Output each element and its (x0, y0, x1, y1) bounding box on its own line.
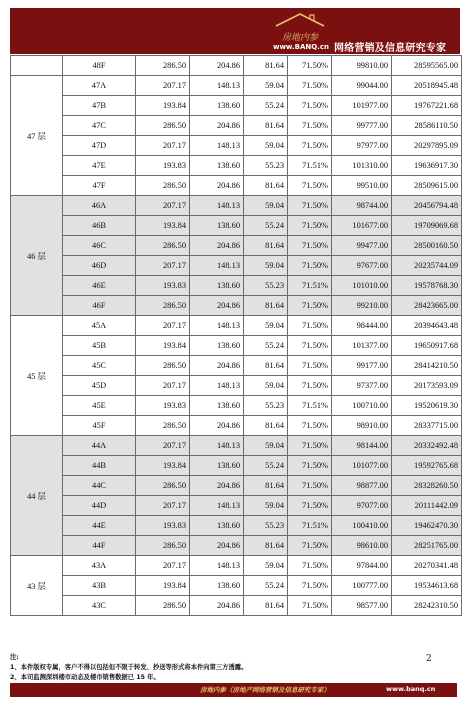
total-price-cell: 28251765.00 (392, 536, 462, 556)
area-cell: 286.50 (136, 536, 190, 556)
table-row (11, 396, 462, 416)
usable-area-cell: 204.86 (190, 56, 244, 76)
table-row (11, 296, 462, 316)
total-price-cell: 20173593.09 (392, 376, 462, 396)
total-price-cell: 20518945.48 (392, 76, 462, 96)
header-banner (10, 8, 460, 54)
unit-cell: 46B (63, 216, 136, 236)
unit-price-cell: 99510.00 (332, 176, 392, 196)
shared-area-cell: 55.24 (244, 576, 288, 596)
unit-price-cell: 99210.00 (332, 296, 392, 316)
total-price-cell: 19767221.68 (392, 96, 462, 116)
unit-cell: 45C (63, 356, 136, 376)
shared-area-cell: 55.23 (244, 276, 288, 296)
shared-area-cell: 59.04 (244, 556, 288, 576)
unit-cell: 45D (63, 376, 136, 396)
unit-cell: 46F (63, 296, 136, 316)
usable-area-cell: 204.86 (190, 476, 244, 496)
floor-label: 44 层 (11, 436, 63, 556)
shared-area-cell: 81.64 (244, 56, 288, 76)
area-cell: 193.84 (136, 96, 190, 116)
floor-group (11, 76, 462, 196)
shared-area-cell: 59.04 (244, 196, 288, 216)
usable-area-cell: 204.86 (190, 536, 244, 556)
table-row (11, 476, 462, 496)
unit-cell: 45B (63, 336, 136, 356)
unit-cell: 43A (63, 556, 136, 576)
brand-title: 网络营销及信息研究专家 (334, 43, 447, 54)
usable-area-cell: 204.86 (190, 236, 244, 256)
notes-line-2: 2、本司监测深圳楼市动态及楼市销售数据已 15 年。 (10, 674, 160, 681)
area-cell: 193.84 (136, 216, 190, 236)
shared-area-cell: 81.64 (244, 416, 288, 436)
usable-area-cell: 148.13 (190, 556, 244, 576)
area-cell: 193.84 (136, 456, 190, 476)
table-row (11, 516, 462, 536)
unit-price-cell: 98610.00 (332, 536, 392, 556)
unit-price-cell: 100777.00 (332, 576, 392, 596)
unit-price-cell: 99477.00 (332, 236, 392, 256)
ratio-cell: 71.50% (288, 556, 332, 576)
total-price-cell: 20235744.09 (392, 256, 462, 276)
total-price-cell: 28337715.00 (392, 416, 462, 436)
unit-cell: 43C (63, 596, 136, 616)
ratio-cell: 71.50% (288, 216, 332, 236)
notes (10, 653, 420, 683)
usable-area-cell: 148.13 (190, 496, 244, 516)
area-cell: 207.17 (136, 376, 190, 396)
usable-area-cell: 148.13 (190, 316, 244, 336)
unit-cell: 47E (63, 156, 136, 176)
ratio-cell: 71.51% (288, 156, 332, 176)
brand-url: www.BANQ.cn (273, 43, 329, 51)
total-price-cell: 28509615.00 (392, 176, 462, 196)
unit-cell: 47A (63, 76, 136, 96)
total-price-cell: 19636917.30 (392, 156, 462, 176)
footer-text: 房地内参（房地产网络营销及信息研究专家） (200, 686, 330, 694)
unit-price-cell: 98877.00 (332, 476, 392, 496)
table-row (11, 196, 462, 216)
area-cell: 286.50 (136, 116, 190, 136)
unit-price-cell: 99044.00 (332, 76, 392, 96)
usable-area-cell: 138.60 (190, 396, 244, 416)
usable-area-cell: 204.86 (190, 296, 244, 316)
ratio-cell: 71.50% (288, 456, 332, 476)
ratio-cell: 71.50% (288, 76, 332, 96)
floor-label (11, 56, 63, 76)
unit-price-cell: 101077.00 (332, 456, 392, 476)
unit-cell: 44D (63, 496, 136, 516)
notes-line-1: 1、本件版权专属，客户不得以包括但不限于转发、抄送等形式将本件向第三方透露。 (10, 664, 248, 671)
total-price-cell: 20111442.09 (392, 496, 462, 516)
usable-area-cell: 148.13 (190, 76, 244, 96)
unit-cell: 48F (63, 56, 136, 76)
ratio-cell: 71.50% (288, 116, 332, 136)
area-cell: 286.50 (136, 596, 190, 616)
area-cell: 286.50 (136, 176, 190, 196)
ratio-cell: 71.50% (288, 536, 332, 556)
shared-area-cell: 81.64 (244, 296, 288, 316)
area-cell: 286.50 (136, 416, 190, 436)
area-cell: 286.50 (136, 476, 190, 496)
table-row (11, 56, 462, 76)
floor-label: 47 层 (11, 76, 63, 196)
table-row (11, 236, 462, 256)
total-price-cell: 19709069.68 (392, 216, 462, 236)
ratio-cell: 71.50% (288, 56, 332, 76)
ratio-cell: 71.50% (288, 436, 332, 456)
footer-banner (10, 683, 457, 697)
total-price-cell: 20394643.48 (392, 316, 462, 336)
ratio-cell: 71.50% (288, 356, 332, 376)
floor-group (11, 316, 462, 436)
unit-cell: 47F (63, 176, 136, 196)
table-row (11, 356, 462, 376)
floor-group (11, 436, 462, 556)
area-cell: 193.83 (136, 156, 190, 176)
table-row (11, 496, 462, 516)
area-cell: 193.83 (136, 276, 190, 296)
total-price-cell: 28328260.50 (392, 476, 462, 496)
ratio-cell: 71.50% (288, 336, 332, 356)
total-price-cell: 20297895.09 (392, 136, 462, 156)
table-row (11, 156, 462, 176)
table-row (11, 596, 462, 616)
table-row (11, 556, 462, 576)
total-price-cell: 19650917.68 (392, 336, 462, 356)
ratio-cell: 71.50% (288, 316, 332, 336)
unit-cell: 45F (63, 416, 136, 436)
floor-group (11, 56, 462, 76)
table-row (11, 136, 462, 156)
total-price-cell: 20270341.48 (392, 556, 462, 576)
shared-area-cell: 81.64 (244, 536, 288, 556)
shared-area-cell: 55.23 (244, 156, 288, 176)
area-cell: 193.83 (136, 516, 190, 536)
total-price-cell: 20456794.48 (392, 196, 462, 216)
usable-area-cell: 148.13 (190, 376, 244, 396)
total-price-cell: 19592765.68 (392, 456, 462, 476)
unit-price-cell: 97977.00 (332, 136, 392, 156)
area-cell: 286.50 (136, 296, 190, 316)
table-row (11, 576, 462, 596)
ratio-cell: 71.50% (288, 596, 332, 616)
unit-cell: 46E (63, 276, 136, 296)
area-cell: 207.17 (136, 316, 190, 336)
usable-area-cell: 138.60 (190, 336, 244, 356)
unit-cell: 46D (63, 256, 136, 276)
area-cell: 207.17 (136, 76, 190, 96)
shared-area-cell: 59.04 (244, 76, 288, 96)
table-row (11, 536, 462, 556)
unit-price-cell: 97677.00 (332, 256, 392, 276)
area-cell: 286.50 (136, 236, 190, 256)
total-price-cell: 19578768.30 (392, 276, 462, 296)
area-cell: 207.17 (136, 496, 190, 516)
unit-price-cell: 98577.00 (332, 596, 392, 616)
total-price-cell: 28500160.50 (392, 236, 462, 256)
usable-area-cell: 148.13 (190, 136, 244, 156)
total-price-cell: 19462470.30 (392, 516, 462, 536)
area-cell: 207.17 (136, 436, 190, 456)
area-cell: 193.83 (136, 396, 190, 416)
shared-area-cell: 59.04 (244, 496, 288, 516)
total-price-cell: 19534613.68 (392, 576, 462, 596)
unit-price-cell: 101377.00 (332, 336, 392, 356)
table-row (11, 416, 462, 436)
total-price-cell: 20332492.48 (392, 436, 462, 456)
ratio-cell: 71.50% (288, 296, 332, 316)
area-cell: 207.17 (136, 196, 190, 216)
floor-label: 43 层 (11, 556, 63, 616)
table-row (11, 76, 462, 96)
ratio-cell: 71.50% (288, 196, 332, 216)
table-row (11, 116, 462, 136)
unit-cell: 43B (63, 576, 136, 596)
area-cell: 207.17 (136, 256, 190, 276)
table-row (11, 376, 462, 396)
usable-area-cell: 138.60 (190, 216, 244, 236)
ratio-cell: 71.50% (288, 476, 332, 496)
shared-area-cell: 55.23 (244, 516, 288, 536)
unit-cell: 44B (63, 456, 136, 476)
shared-area-cell: 59.04 (244, 316, 288, 336)
footer-url: www.banq.cn (386, 685, 436, 693)
ratio-cell: 71.50% (288, 416, 332, 436)
brand-name: 房地内参 (282, 33, 319, 43)
shared-area-cell: 81.64 (244, 476, 288, 496)
total-price-cell: 28414210.50 (392, 356, 462, 376)
unit-cell: 44A (63, 436, 136, 456)
shared-area-cell: 59.04 (244, 436, 288, 456)
unit-cell: 47B (63, 96, 136, 116)
unit-price-cell: 101010.00 (332, 276, 392, 296)
table-row (11, 276, 462, 296)
ratio-cell: 71.51% (288, 276, 332, 296)
floor-group (11, 556, 462, 616)
unit-cell: 46A (63, 196, 136, 216)
unit-price-cell: 100710.00 (332, 396, 392, 416)
ratio-cell: 71.51% (288, 516, 332, 536)
unit-price-cell: 97844.00 (332, 556, 392, 576)
usable-area-cell: 138.60 (190, 456, 244, 476)
unit-price-cell: 99777.00 (332, 116, 392, 136)
usable-area-cell: 138.60 (190, 156, 244, 176)
unit-cell: 47D (63, 136, 136, 156)
unit-cell: 44F (63, 536, 136, 556)
shared-area-cell: 81.64 (244, 116, 288, 136)
shared-area-cell: 55.23 (244, 396, 288, 416)
total-price-cell: 19520619.30 (392, 396, 462, 416)
ratio-cell: 71.50% (288, 136, 332, 156)
unit-price-cell: 99810.00 (332, 56, 392, 76)
unit-cell: 44C (63, 476, 136, 496)
notes-label: 注: (10, 654, 19, 661)
usable-area-cell: 204.86 (190, 416, 244, 436)
ratio-cell: 71.51% (288, 396, 332, 416)
unit-price-cell: 98144.00 (332, 436, 392, 456)
unit-price-cell: 101310.00 (332, 156, 392, 176)
ratio-cell: 71.50% (288, 496, 332, 516)
unit-cell: 45A (63, 316, 136, 336)
shared-area-cell: 81.64 (244, 236, 288, 256)
unit-price-cell: 101677.00 (332, 216, 392, 236)
table-row (11, 256, 462, 276)
area-cell: 286.50 (136, 56, 190, 76)
total-price-cell: 28595565.00 (392, 56, 462, 76)
table-row (11, 316, 462, 336)
shared-area-cell: 81.64 (244, 596, 288, 616)
page-number: 2 (426, 654, 432, 664)
usable-area-cell: 204.86 (190, 176, 244, 196)
unit-cell: 47C (63, 116, 136, 136)
unit-price-cell: 97377.00 (332, 376, 392, 396)
shared-area-cell: 59.04 (244, 136, 288, 156)
usable-area-cell: 138.60 (190, 96, 244, 116)
table-row (11, 216, 462, 236)
area-cell: 207.17 (136, 556, 190, 576)
usable-area-cell: 204.86 (190, 116, 244, 136)
unit-price-cell: 100410.00 (332, 516, 392, 536)
unit-price-cell: 98444.00 (332, 316, 392, 336)
table-row (11, 176, 462, 196)
table-row (11, 96, 462, 116)
ratio-cell: 71.50% (288, 256, 332, 276)
floor-label: 45 层 (11, 316, 63, 436)
usable-area-cell: 148.13 (190, 196, 244, 216)
table-row (11, 336, 462, 356)
usable-area-cell: 138.60 (190, 576, 244, 596)
shared-area-cell: 59.04 (244, 256, 288, 276)
unit-price-cell: 98744.00 (332, 196, 392, 216)
unit-price-cell: 101977.00 (332, 96, 392, 116)
total-price-cell: 28586110.50 (392, 116, 462, 136)
total-price-cell: 28423665.00 (392, 296, 462, 316)
usable-area-cell: 138.60 (190, 276, 244, 296)
area-cell: 193.84 (136, 576, 190, 596)
area-cell: 193.84 (136, 336, 190, 356)
ratio-cell: 71.50% (288, 96, 332, 116)
shared-area-cell: 55.24 (244, 96, 288, 116)
table-row (11, 456, 462, 476)
unit-cell: 45E (63, 396, 136, 416)
ratio-cell: 71.50% (288, 576, 332, 596)
ratio-cell: 71.50% (288, 376, 332, 396)
usable-area-cell: 204.86 (190, 356, 244, 376)
ratio-cell: 71.50% (288, 236, 332, 256)
unit-cell: 44E (63, 516, 136, 536)
area-cell: 207.17 (136, 136, 190, 156)
usable-area-cell: 148.13 (190, 256, 244, 276)
shared-area-cell: 55.24 (244, 456, 288, 476)
area-cell: 286.50 (136, 356, 190, 376)
shared-area-cell: 55.24 (244, 336, 288, 356)
unit-cell: 46C (63, 236, 136, 256)
unit-price-cell: 99177.00 (332, 356, 392, 376)
shared-area-cell: 81.64 (244, 176, 288, 196)
usable-area-cell: 204.86 (190, 596, 244, 616)
unit-price-table (10, 55, 462, 616)
shared-area-cell: 55.24 (244, 216, 288, 236)
floor-label: 46 层 (11, 196, 63, 316)
unit-price-cell: 97077.00 (332, 496, 392, 516)
total-price-cell: 28242310.50 (392, 596, 462, 616)
floor-group (11, 196, 462, 316)
usable-area-cell: 148.13 (190, 436, 244, 456)
usable-area-cell: 138.60 (190, 516, 244, 536)
unit-price-cell: 98910.00 (332, 416, 392, 436)
shared-area-cell: 81.64 (244, 356, 288, 376)
ratio-cell: 71.50% (288, 176, 332, 196)
shared-area-cell: 59.04 (244, 376, 288, 396)
table-row (11, 436, 462, 456)
